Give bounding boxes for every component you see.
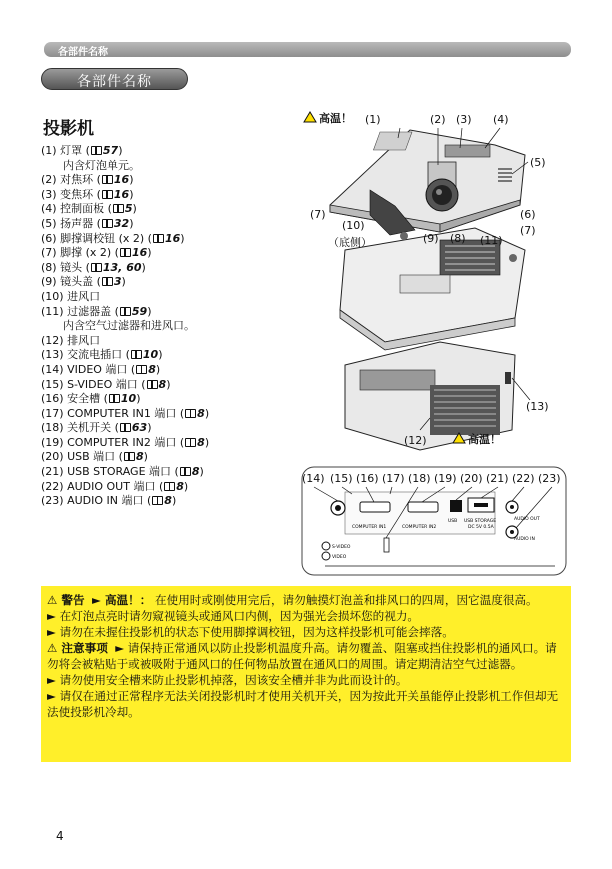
video-label: VIDEO bbox=[332, 555, 347, 560]
book-icon bbox=[152, 496, 163, 505]
part-ref-close: ) bbox=[204, 435, 210, 449]
list-item bbox=[41, 348, 281, 363]
part-name: (18) 关机开关 ( bbox=[41, 421, 119, 435]
part-ref-close: ) bbox=[132, 202, 137, 216]
part-name: (8) 镜头 ( bbox=[41, 260, 90, 274]
page-reference[interactable]: 3 bbox=[113, 275, 122, 289]
book-icon bbox=[185, 438, 196, 447]
callout-5: (5) bbox=[530, 156, 546, 169]
part-name: (13) 交流电插口 ( bbox=[41, 348, 130, 362]
list-item bbox=[41, 144, 281, 159]
parts-list bbox=[41, 144, 281, 509]
page-reference[interactable]: 63 bbox=[131, 421, 148, 435]
part-name: (17) COMPUTER IN1 端口 ( bbox=[41, 406, 185, 420]
page-reference[interactable]: 16 bbox=[131, 246, 148, 260]
warning-line-3: ► 请勿在未握住投影机的状态下使用脚撑调校钮，因为这样投影机可能会摔落。 bbox=[47, 625, 454, 639]
warning-line-2: ► 在灯泡点亮时请勿窥视镜头或通风口内侧，因为强光会损坏您的视力。 bbox=[47, 609, 420, 623]
warning-line-6: ► 请仅在通过正常程序无法关闭投影机时才使用关机开关，因为按此开关虽能停止投影机工作但却无法使投影机冷却。 bbox=[47, 689, 559, 719]
list-item bbox=[41, 407, 281, 422]
list-item bbox=[41, 246, 281, 261]
list-item bbox=[41, 465, 281, 480]
page-title-text: 各部件名称 bbox=[77, 74, 152, 90]
bottom-side-label: （底侧） bbox=[328, 236, 372, 249]
usb-storage-label: USB STORAGE bbox=[464, 519, 497, 524]
section-header-bar bbox=[44, 42, 571, 57]
section-header-label: 各部件名称 bbox=[58, 47, 108, 58]
warning-hot bbox=[47, 592, 565, 608]
part-ref-close: ) bbox=[155, 362, 161, 376]
list-item bbox=[41, 334, 281, 349]
page-reference[interactable]: 10 bbox=[142, 348, 159, 362]
page-reference[interactable]: 16 bbox=[113, 173, 130, 187]
part-name: (16) 安全槽 ( bbox=[41, 392, 108, 406]
caution-label: ⚠ 注意事项 bbox=[47, 641, 108, 655]
page-reference[interactable]: 10 bbox=[120, 392, 137, 406]
hot-warning-label: ► 高温！： bbox=[92, 593, 152, 607]
callout-1: (1) bbox=[365, 113, 381, 126]
list-item bbox=[41, 217, 281, 232]
page-title bbox=[41, 68, 188, 90]
caution-text: ► 请保持正常通风以防止投影机温度升高。请勿覆盖、阻塞或挡住投影机的通风口。请勿将会被粘贴于或被吸附于通风口的任何物品放置在通风口的周围。请定期清洁空气过滤器。 bbox=[47, 641, 557, 671]
part-ref-close: ) bbox=[121, 275, 126, 289]
part-name: (22) AUDIO OUT 端口 ( bbox=[41, 479, 164, 493]
computer-in2-label: COMPUTER IN2 bbox=[402, 525, 437, 530]
page-reference[interactable]: 8 bbox=[176, 479, 184, 493]
part-name: (6) 脚撑调校钮 (x 2) ( bbox=[41, 231, 152, 245]
book-icon bbox=[120, 248, 131, 257]
callout-19: (19) bbox=[434, 472, 457, 485]
book-icon bbox=[91, 146, 102, 155]
list-item bbox=[41, 202, 281, 217]
callout-8: (8) bbox=[450, 232, 466, 245]
part-name: (10) 进风口 bbox=[41, 289, 101, 303]
callout-6: (6) bbox=[520, 208, 536, 221]
list-item bbox=[41, 450, 281, 465]
part-name: (2) 对焦环 ( bbox=[41, 173, 101, 187]
callout-18: (18) bbox=[408, 472, 431, 485]
book-icon bbox=[102, 175, 113, 184]
book-icon bbox=[120, 423, 131, 432]
part-ref-close: ) bbox=[141, 260, 146, 274]
page-reference[interactable]: 8 bbox=[197, 435, 205, 449]
part-ref-close: ) bbox=[199, 465, 204, 479]
part-ref-close: ) bbox=[147, 304, 152, 318]
usb-rating-label: DC 5V 0.5A bbox=[468, 525, 494, 530]
page-reference[interactable]: 8 bbox=[164, 494, 172, 508]
part-name: (19) COMPUTER IN2 端口 ( bbox=[41, 435, 185, 449]
list-item bbox=[41, 363, 281, 378]
page-reference[interactable]: 16 bbox=[113, 187, 130, 201]
warning-label: ⚠ 警告 bbox=[47, 593, 85, 607]
page-reference[interactable]: 16 bbox=[164, 231, 181, 245]
callout-23: (23) bbox=[538, 472, 561, 485]
list-item bbox=[41, 378, 281, 393]
part-ref-close: ) bbox=[204, 406, 210, 420]
part-ref-close: ) bbox=[143, 450, 148, 464]
callout-22: (22) bbox=[512, 472, 535, 485]
book-icon bbox=[102, 190, 113, 199]
list-item bbox=[41, 494, 281, 509]
list-item bbox=[41, 173, 281, 188]
page-reference[interactable]: 59 bbox=[131, 304, 148, 318]
book-icon bbox=[131, 350, 142, 359]
callout-7-left: (7) bbox=[310, 208, 326, 221]
callout-7-right: (7) bbox=[520, 224, 536, 237]
callout-20: (20) bbox=[460, 472, 483, 485]
book-icon bbox=[113, 204, 124, 213]
book-icon bbox=[136, 365, 147, 374]
list-item bbox=[41, 290, 281, 305]
part-name: (11) 过滤器盖 ( bbox=[41, 304, 119, 318]
book-icon bbox=[102, 277, 113, 286]
callout-13: (13) bbox=[526, 400, 549, 413]
usb-label: USB bbox=[448, 519, 458, 524]
page-reference[interactable]: 8 bbox=[197, 406, 205, 420]
callout-14: (14) bbox=[302, 472, 325, 485]
callout-2: (2) bbox=[430, 113, 446, 126]
book-icon bbox=[109, 394, 120, 403]
list-item bbox=[41, 480, 281, 495]
part-name: (3) 变焦环 ( bbox=[41, 187, 101, 201]
page-reference[interactable]: 8 bbox=[158, 377, 167, 391]
book-icon bbox=[185, 409, 196, 418]
projector-diagram bbox=[290, 110, 570, 580]
callout-9: (9) bbox=[423, 232, 439, 245]
part-name: (21) USB STORAGE 端口 ( bbox=[41, 465, 179, 479]
book-icon bbox=[153, 234, 164, 243]
callout-4: (4) bbox=[493, 113, 509, 126]
part-description: 内含空气过滤器和进风口。 bbox=[63, 319, 195, 333]
page-reference[interactable]: 8 bbox=[148, 362, 156, 376]
part-name: (5) 扬声器 ( bbox=[41, 216, 101, 230]
projector-heading: 投影机 bbox=[43, 119, 94, 139]
part-ref-close: ) bbox=[118, 144, 123, 157]
part-ref-close: ) bbox=[158, 348, 163, 362]
list-item bbox=[41, 436, 281, 451]
book-icon bbox=[164, 482, 175, 491]
callout-16: (16) bbox=[356, 472, 379, 485]
page-number: 4 bbox=[56, 829, 64, 843]
callout-10: (10) bbox=[342, 219, 365, 232]
part-name: (1) 灯罩 ( bbox=[41, 144, 90, 157]
part-name: (23) AUDIO IN 端口 ( bbox=[41, 494, 152, 508]
page-reference[interactable]: 5 bbox=[124, 202, 133, 216]
callout-15: (15) bbox=[330, 472, 353, 485]
warning-box bbox=[41, 586, 571, 762]
part-name: (12) 排风口 bbox=[41, 333, 101, 347]
part-ref-close: ) bbox=[136, 392, 141, 406]
audio-in-label: AUDIO IN bbox=[514, 537, 535, 542]
callout-12: (12) bbox=[404, 434, 427, 447]
list-item bbox=[41, 232, 281, 247]
book-icon bbox=[120, 307, 131, 316]
callout-21: (21) bbox=[486, 472, 509, 485]
list-item bbox=[41, 392, 281, 407]
page-reference[interactable]: 32 bbox=[113, 216, 130, 230]
hot-warning-text: 在使用时或刚使用完后，请勿触摸灯泡盖和排风口的四周，因它温度很高。 bbox=[155, 593, 538, 607]
part-ref-close: ) bbox=[183, 479, 189, 493]
part-ref-close: ) bbox=[147, 421, 152, 435]
part-name: (20) USB 端口 ( bbox=[41, 450, 123, 464]
part-ref-close: ) bbox=[171, 494, 177, 508]
part-ref-close: ) bbox=[129, 173, 134, 187]
book-icon bbox=[147, 380, 158, 389]
warning-line-5: ► 请勿使用安全槽来防止投影机掉落，因该安全槽并非为此而设计的。 bbox=[47, 673, 408, 687]
part-ref-close: ) bbox=[129, 187, 134, 201]
part-ref-close: ) bbox=[180, 231, 185, 245]
page-reference[interactable]: 8 bbox=[135, 450, 144, 464]
book-icon bbox=[102, 219, 113, 228]
book-icon bbox=[91, 263, 102, 272]
part-ref-close: ) bbox=[166, 377, 171, 391]
part-name: (9) 镜头盖 ( bbox=[41, 275, 101, 289]
list-item bbox=[41, 421, 281, 436]
callout-3: (3) bbox=[456, 113, 472, 126]
book-icon bbox=[124, 452, 135, 461]
s-video-label: S-VIDEO bbox=[332, 545, 351, 550]
audio-out-label: AUDIO OUT bbox=[514, 517, 540, 522]
hot-label-rear: 高温！ bbox=[468, 433, 501, 446]
part-name: (14) VIDEO 端口 ( bbox=[41, 362, 136, 376]
part-name: (15) S-VIDEO 端口 ( bbox=[41, 377, 146, 391]
list-item bbox=[41, 305, 281, 320]
caution bbox=[47, 640, 565, 672]
book-icon bbox=[180, 467, 191, 476]
part-ref-close: ) bbox=[147, 246, 152, 260]
part-name: (7) 脚撑 (x 2) ( bbox=[41, 246, 119, 260]
page-reference[interactable]: 57 bbox=[102, 144, 119, 157]
page-reference[interactable]: 8 bbox=[191, 465, 200, 479]
list-item bbox=[41, 188, 281, 203]
callout-17: (17) bbox=[382, 472, 405, 485]
list-item bbox=[41, 275, 281, 290]
part-description: 内含灯泡单元。 bbox=[63, 158, 140, 172]
callout-11: (11) bbox=[480, 234, 503, 247]
part-ref-close: ) bbox=[129, 216, 134, 230]
page-reference[interactable]: 13, 60 bbox=[102, 260, 142, 274]
computer-in1-label: COMPUTER IN1 bbox=[352, 525, 387, 530]
hot-label-top: 高温！ bbox=[319, 112, 352, 125]
hot-warning-icon bbox=[304, 112, 316, 122]
list-item bbox=[41, 261, 281, 276]
part-name: (4) 控制面板 ( bbox=[41, 202, 112, 216]
